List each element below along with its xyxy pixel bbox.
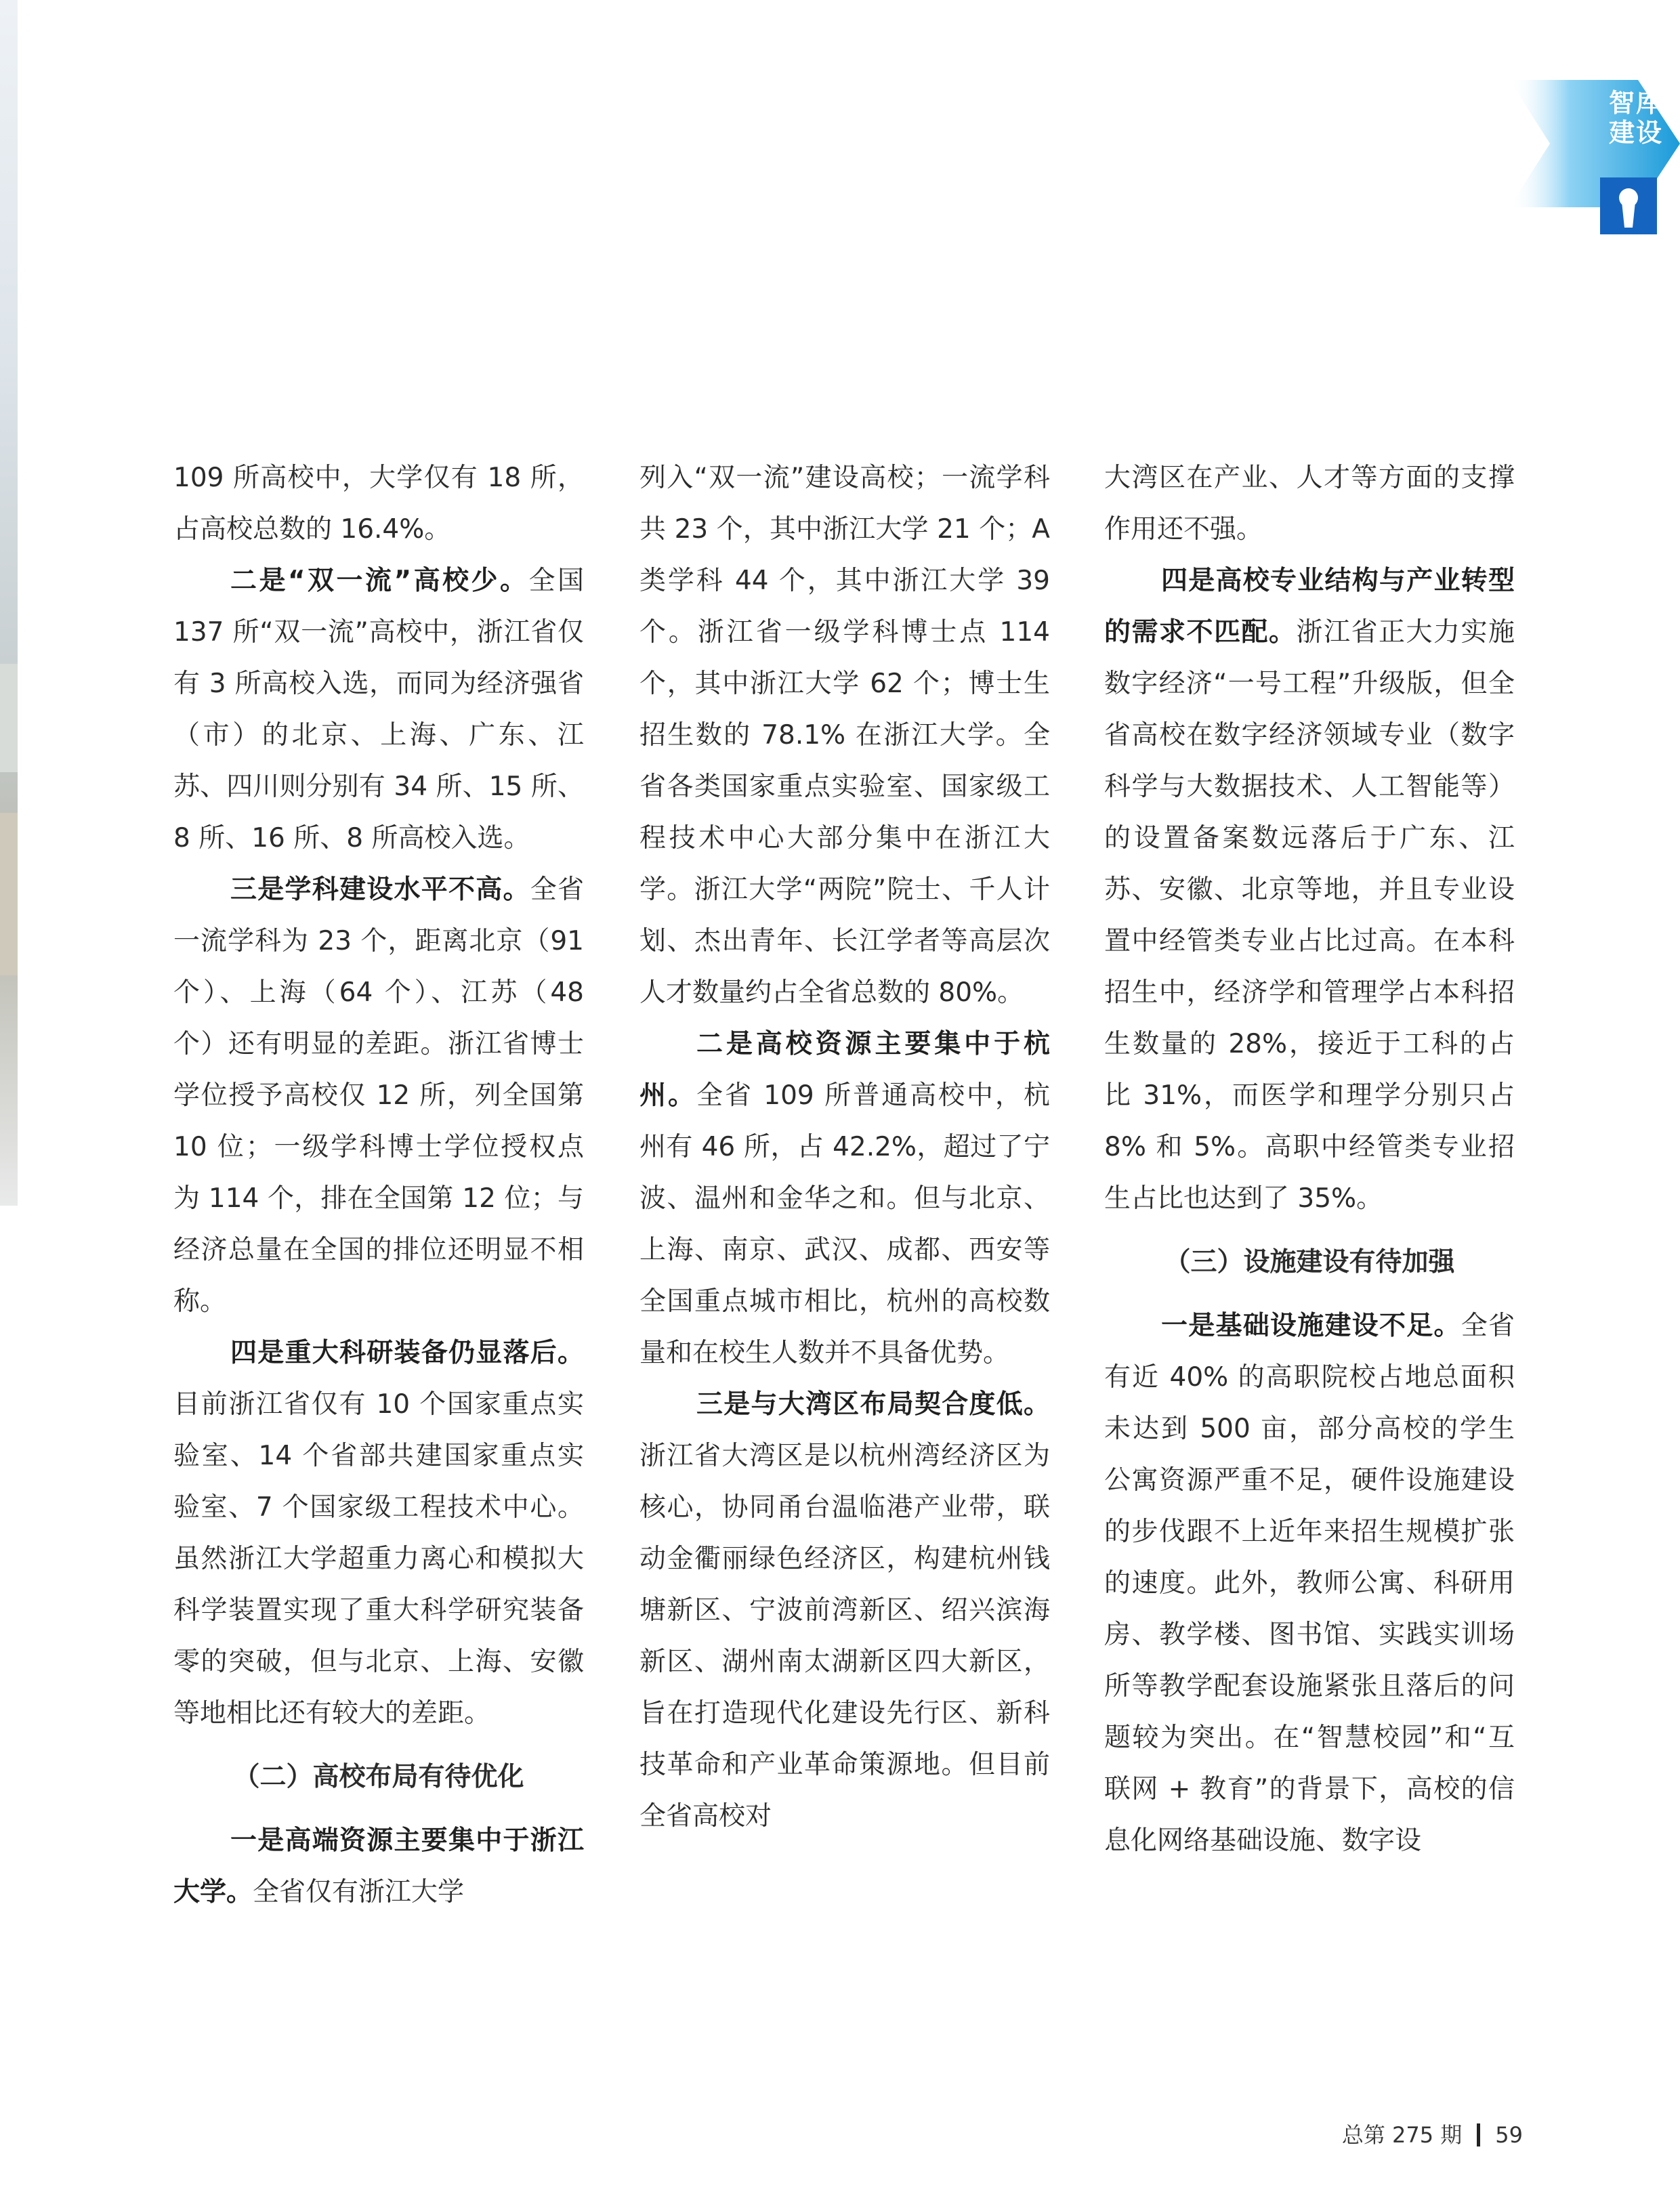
paragraph — [173, 555, 584, 864]
paragraph-body: 全省 109 所普通高校中，杭州有 46 所，占 42.2%，超过了宁波、温州和金华之和。但与北京、上海、南京、武汉、成都、西安等全国重点城市相比，杭州的高校数量和在校生人数并不具备优势。 — [639, 1080, 1050, 1368]
paragraph-lead: 四是高校专业结构与产业转型的需求不匹配。 — [1104, 566, 1515, 648]
paragraph — [173, 864, 584, 1328]
edge-photo-detail — [0, 813, 18, 975]
paragraph-body: 全省一流学科为 23 个，距离北京（91 个）、上海（64 个）、江苏（48 个）还有明显的差距。浙江省博士学位授予高校仅 12 所，列全国第 10 位；一级学科博士学位授权点为 114 个，排在全国第 12 位；与经济总量在全国的排位还明显不相称。 — [173, 874, 584, 1317]
section-heading: （二）高校布局有待优化 — [233, 1762, 524, 1792]
paragraph-lead: 二是高校资源主要集中于杭州。 — [639, 1029, 1050, 1111]
paragraph-lead: 一是基础设施建设不足。 — [1161, 1311, 1461, 1341]
footer-divider — [1477, 2123, 1480, 2146]
paragraph — [1104, 555, 1515, 1225]
paragraph: 大湾区在产业、人才等方面的支撑作用还不强。 — [1104, 463, 1515, 545]
text-column-2 — [639, 452, 1050, 1842]
issue-number: 总第 275 期 — [1341, 2122, 1463, 2148]
page-number: 59 — [1495, 2122, 1523, 2148]
paragraph-lead: 二是“双一流”高校少。 — [230, 566, 529, 596]
paragraph-lead: 三是学科建设水平不高。 — [230, 874, 530, 905]
paragraph — [173, 1328, 584, 1739]
paragraph — [173, 1815, 584, 1918]
section-tag-line1: 智库 — [1608, 88, 1663, 118]
paragraph — [1104, 1300, 1515, 1867]
paragraph-lead: 三是与大湾区布局契合度低。 — [696, 1389, 1050, 1420]
paragraph-lead: 一是高端资源主要集中于浙江大学。 — [173, 1825, 584, 1907]
paragraph-body: 浙江省大湾区是以杭州湾经济区为核心，协同甬台温临港产业带，联动金衢丽绿色经济区，构建杭州钱塘新区、宁波前湾新区、绍兴滨海新区、湖州南太湖新区四大新区，旨在打造现代化建设先行区、新科技革命和产业革命策源地。但目前全省高校对 — [639, 1441, 1050, 1832]
left-edge-photo-strip — [0, 0, 18, 1206]
section-tag-line2: 建设 — [1608, 118, 1663, 148]
keyhole-icon — [1600, 177, 1657, 234]
paragraph-body: 全省仅有浙江大学 — [253, 1877, 465, 1907]
section-heading: （三）设施建设有待加强 — [1164, 1247, 1455, 1277]
paragraph — [639, 1379, 1050, 1842]
text-column-3 — [1104, 452, 1515, 1867]
paragraph: 列入“双一流”建设高校；一流学科共 23 个，其中浙江大学 21 个；A 类学科 44 个，其中浙江大学 39 个。浙江省一级学科博士点 114 个，其中浙江大学 62 个；博士生招生数的 78.1% 在浙江大学。全省各类国家重点实验室、国家级工程技术中心大部分集中在浙江大学。浙江大学“两院”院士、千人计划、杰出青年、长江学者等高层次人才数量约占全省总数的 80%。 — [639, 463, 1050, 1008]
paragraph-body: 目前浙江省仅有 10 个国家重点实验室、14 个省部共建国家重点实验室、7 个国家级工程技术中心。虽然浙江大学超重力离心和模拟大科学装置实现了重大科学研究装备零的突破，但与北京、上海、安徽等地相比还有较大的差距。 — [173, 1389, 584, 1729]
section-tag — [1592, 88, 1680, 148]
paragraph-body: 浙江省正大力实施数字经济“一号工程”升级版，但全省高校在数字经济领域专业（数字科学与大数据技术、人工智能等）的设置备案数远落后于广东、江苏、安徽、北京等地，并且专业设置中经管类专业占比过高。在本科招生中，经济学和管理学占本科招生数量的 28%，接近于工科的占比 31%，而医学和理学分别只占 8% 和 5%。高职中经管类专业招生占比也达到了 35%。 — [1104, 617, 1515, 1214]
text-column-1 — [173, 452, 584, 1918]
edge-photo-detail — [0, 664, 18, 772]
paragraph: 109 所高校中，大学仅有 18 所，占高校总数的 16.4%。 — [173, 463, 584, 545]
paragraph-body: 全省有近 40% 的高职院校占地总面积未达到 500 亩，部分高校的学生公寓资源严重不足，硬件设施建设的步伐跟不上近年来招生规模扩张的速度。此外，教师公寓、科研用房、教学楼、图书馆、实践实训场所等教学配套设施紧张且落后的问题较为突出。在“智慧校园”和“互联网 + 教育”的背景下，高校的信息化网络基础设施、数字设 — [1104, 1311, 1515, 1856]
paragraph-body: 全国 137 所“双一流”高校中，浙江省仅有 3 所高校入选，而同为经济强省（市）的北京、上海、广东、江苏、四川则分别有 34 所、15 所、8 所、16 所、8 所高校入选。 — [173, 566, 584, 853]
page-footer — [1342, 2121, 1523, 2149]
paragraph-lead: 四是重大科研装备仍显落后。 — [230, 1338, 584, 1368]
paragraph — [639, 1019, 1050, 1379]
